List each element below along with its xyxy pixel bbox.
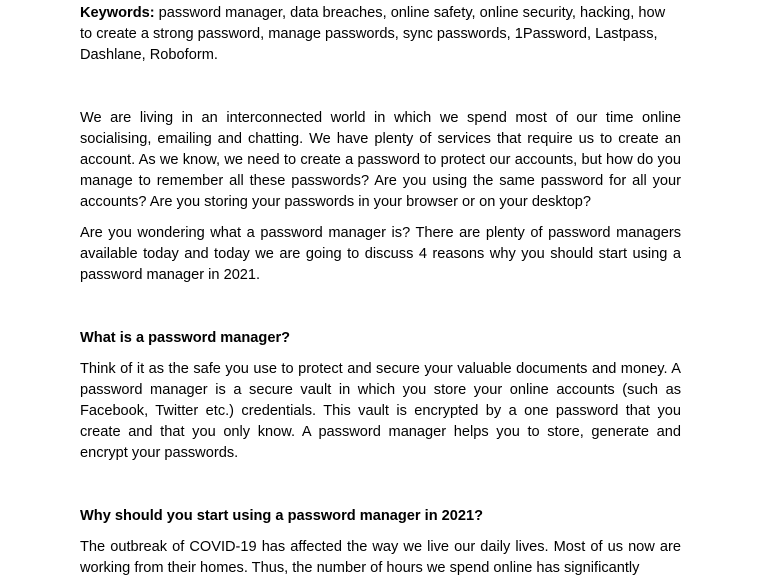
document-page bbox=[80, 3, 681, 579]
intro-paragraph-1: We are living in an interconnected world in which we spend most of our time online socialising, emailing and chatting. We have plenty of services that require us to create an account. As we know, we need to create a password to protect our accounts, but how do you manage to remember all these passwords? Are you using the same password for all your accounts? Are you storing your passwords in your browser or on your desktop? bbox=[80, 110, 681, 210]
keywords-text: password manager, data breaches, online safety, online security, hacking, how to create a strong password, manage passwords, sync passwords, 1Password, Lastpass, Dashlane, Roboform. bbox=[80, 5, 666, 63]
heading-what-is-password-manager: What is a password manager? bbox=[80, 330, 291, 346]
what-is-paragraph: Think of it as the safe you use to protect and secure your valuable documents and money. A password manager is a secure vault in which you store your online accounts (such as Facebook, Twitter etc.) credentials. This vault is encrypted by a one password that you create and that you only know. A password manager helps you to store, generate and encrypt your passwords. bbox=[80, 361, 681, 461]
keywords-paragraph bbox=[80, 3, 681, 66]
keywords-label: Keywords: bbox=[80, 5, 155, 21]
heading-why-use-password-manager: Why should you start using a password manager in 2021? bbox=[80, 508, 484, 524]
intro-paragraph-2: Are you wondering what a password manager is? There are plenty of password managers available today and today we are going to discuss 4 reasons why you should start using a password manager in 2021. bbox=[80, 225, 681, 283]
why-paragraph: The outbreak of COVID-19 has affected the way we live our daily lives. Most of us now are working from their homes. Thus, the number of hours we spend online has significantly bbox=[80, 539, 681, 576]
